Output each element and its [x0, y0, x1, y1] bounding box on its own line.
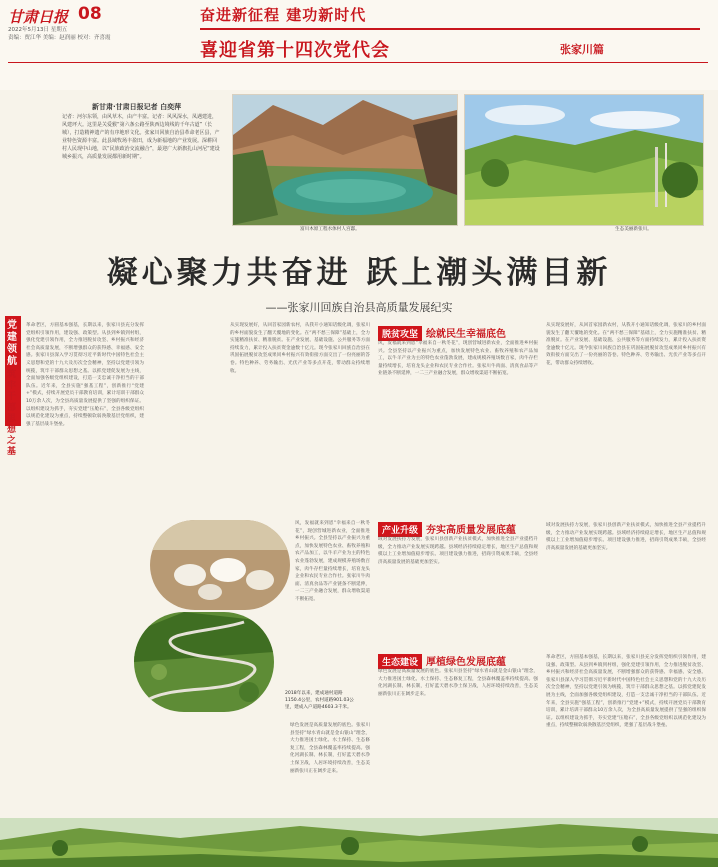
green-hills-photo-image — [465, 95, 703, 225]
main-headline: 凝心聚力共奋进 跃上潮头满目新 — [106, 255, 612, 291]
section-2-header — [378, 518, 517, 536]
header-rule-bottom — [8, 62, 708, 63]
main-subtitle: ——张家川回族自治县高质量发展纪实 — [265, 301, 453, 314]
photo-winding-road — [134, 612, 274, 712]
section-1-title: 绘就民生幸福底色 — [426, 329, 507, 340]
section-3-header — [378, 650, 507, 668]
section-1-tag: 脱贫攻坚 — [378, 326, 422, 341]
photo-reservoir-caption: 富川木原工程水体村人宫邸。 — [300, 227, 360, 232]
editor-line: 责编：贾江华 美编：赵润丽 校对：齐喜霞 — [8, 35, 111, 41]
header-sub-slogan: 张家川篇 — [560, 43, 604, 56]
photo-livestock — [150, 520, 290, 610]
page-number: 08 — [78, 4, 102, 24]
section-1-header — [378, 322, 507, 340]
column-1: 革命老区，方圆基本强基，长期以来，张家川县充分发挥党组织引领作用，建设强、政策型。从县到乡镇到村组，强化党建引领作用，全力推进脱贫攻坚、乡村振兴和经济社会高质量发展，不断增强群众的获得感、幸福感、安全感。张家川县深入学习贯彻习近平新时代中国特色社会主义思想和党的十九大及历次全会精神，坚持以党建引领为统揽，筑牢干部群众思想之基。以抓党建促发展为主线，全面加强各级党组织建设，打造一支忠诚干净担当的干部队伍。近年来，全县实施“强基工程”，创新推行“党建+”模式，持续开展党员干部教育培训，累计培训干部群众10万余人次，为全县高质量发展提供了坚强的组织保证。以组织建设为抓手，夯实党建“压舱石”，全县各级党组织以规范化建设为重点，持续整顿软弱涣散基层党组织，建强了基层战斗堡垒。 — [26, 323, 144, 427]
section-2-title: 夯实高质量发展底蕴 — [426, 525, 517, 536]
column-4: 域对发展扶持力发展，张家川县创新产业扶贫模式，加快推进全县产业提档升级，全力推动产业发展实现跨越。县域经济持续稳定增长，地区生产总值和规模以上工业增加值稳步增长。项目建设强力推进，招商引资成果丰硕，全县经济高质量发展的基础更加坚实。 — [378, 537, 538, 565]
section-2-tag: 产业升级 — [378, 522, 422, 537]
side-label-tag: 党建领航 — [7, 320, 17, 367]
column-2b: 风，发福就来到恩“幸福来自一秋冬花”，现创营城进新农业，全面推进乡村振兴。全县坚持以产业振兴为重点，加快发展特色农业、畜牧养殖和农产品加工，以牛羊产业为主的特色农业蓬勃发展，建成规模养殖场数百家，肉牛存栏量持续增长，培育龙头企业和农民专业合作社。张家川牛肉面、清真食品等产业链条不断延伸，一二三产业融合发展，群众增收渠道不断拓宽。 — [295, 521, 370, 602]
paper-name: 甘肃日报 — [8, 8, 69, 26]
bottom-landscape-banner — [0, 818, 718, 867]
column-3b: 从实现发展好，从回首家园新农村，从我开小通知话级化调，张家川的乡村面貌发生了翻天覆地的变化。在“两不愁三保障”基础上，全力实施精准扶贫、精准脱贫。在产业发展、基础设施、公共服务等方面持续发力，累计投入扶贫资金逾数十亿元。现今张家川回族自治县在巩固拓展脱贫攻坚成果同乡村振兴有效衔接方面交出了一份亮丽的答卷。特色种养、劳务输出、光伏产业等多点开花，带动群众持续增收。 — [546, 323, 706, 366]
intro-title: 新甘肃·甘肃日报记者 白奕萍 — [92, 103, 182, 111]
column-3: 风，发福就来到恩“幸福来自一秋冬花”，现创营城进新农业，全面推进乡村振兴。全县坚持以产业振兴为重点，加快发展特色农业、畜牧养殖和农产品加工，以牛羊产业为主的特色农业蓬勃发展，建成规模养殖场数百家，肉牛存栏量持续增长，培育龙头企业和农民专业合作社。张家川牛肉面、清真食品等产业链条不断延伸，一二三产业融合发展，群众增收渠道不断拓宽。 — [378, 341, 538, 377]
side-label-text: 筑牢干部思想之基 — [7, 370, 17, 457]
intro-lead: 记者：河尔东领，由风草木，由产丰富。记者：风风深水，凤遇建进，风建坪大。这里是关爱猴“第六条公路至陕西边境线的千年古道”（长城），打造精神遗产的有序地形文化。张家川回族自治县革命老区县，产业特色资源丰富。此县域牧场丰盈田，成为新福地的产业发展。深耕回村人民现中山地，以“民族政治交流融合”，最迎广大新旗扎山河尼“建设城乡振兴，高质量发展都用新时期”。 — [62, 114, 220, 160]
header-main-slogan: 喜迎省第十四次党代会 — [200, 40, 390, 61]
photo-green-hills-caption: 生态美丽新张川。 — [615, 227, 652, 232]
winding-road-photo-image — [134, 612, 274, 712]
livestock-photo-image — [150, 520, 290, 610]
landscape-banner-image — [0, 818, 718, 867]
header-rule-top — [200, 28, 700, 30]
column-5a: 绿色发展是高质量发展的底色。张家川县坚持“绿水青山就是金山银山”理念，大力推进国土绿化、水土保持、生态修复工程，全县森林覆盖率持续提高。强化河湖长制、林长制，打好蓝天碧水净土保卫战，人居环境持续改善，生态美丽新张川正在阔步走来。 — [290, 723, 370, 774]
column-2: 从实现发展好，从回首家园新农村，从我开小通知话级化调，张家川的乡村面貌发生了翻天覆地的变化。在“两不愁三保障”基础上，全力实施精准扶贫、精准脱贫。在产业发展、基础设施、公共服务等方面持续发力，累计投入扶贫资金逾数十亿元。现今张家川回族自治县在巩固拓展脱贫攻坚成果同乡村振兴有效衔接方面交出了一份亮丽的答卷。特色种养、劳务输出、光伏产业等多点开花，带动群众持续增收。 — [230, 323, 370, 374]
photo-reservoir — [232, 94, 458, 226]
column-5: 绿色发展是高质量发展的底色。张家川县坚持“绿水青山就是金山银山”理念，大力推进国土绿化、水土保持、生态修复工程，全县森林覆盖率持续提高。强化河湖长制、林长制，打好蓝天碧水净土保卫战，人居环境持续改善，生态美丽新张川正在阔步走来。 — [378, 669, 538, 697]
date-line: 2022年5月13日 星期五 — [8, 27, 68, 33]
header-top-slogan: 奋进新征程 建功新时代 — [200, 6, 367, 24]
column-4b: 域对发展扶持力发展，张家川县创新产业扶贫模式，加快推进全县产业提档升级，全力推动产业发展实现跨越。县域经济持续稳定增长，地区生产总值和规模以上工业增加值稳步增长。项目建设强力推进，招商引资成果丰硕，全县经济高质量发展的基础更加坚实。 — [546, 523, 706, 551]
photo-winding-road-caption: 2018年以来，建成通村道路1150.4公里，农村道路901.03公里，建成入户道路4603.3千米。 — [285, 691, 354, 710]
section-3-title: 厚植绿色发展底蕴 — [426, 657, 507, 668]
section-3-tag: 生态建设 — [378, 654, 422, 669]
column-5b: 革命老区，方圆基本强基，长期以来，张家川县充分发挥党组织引领作用，建设强、政策型。从县到乡镇到村组，强化党建引领作用，全力推进脱贫攻坚、乡村振兴和经济社会高质量发展，不断增强群众的获得感、幸福感、安全感。张家川县深入学习贯彻习近平新时代中国特色社会主义思想和党的十九大及历次全会精神，坚持以党建引领为统揽，筑牢干部群众思想之基。以抓党建促发展为主线，全面加强各级党组织建设，打造一支忠诚干净担当的干部队伍。近年来，全县实施“强基工程”，创新推行“党建+”模式，持续开展党员干部教育培训，累计培训干部群众10万余人次，为全县高质量发展提供了坚强的组织保证。以组织建设为抓手，夯实党建“压舱石”，全县各级党组织以规范化建设为重点，持续整顿软弱涣散基层党组织，建强了基层战斗堡垒。 — [546, 655, 706, 729]
photo-green-hills — [464, 94, 704, 226]
reservoir-photo-image — [233, 95, 457, 225]
